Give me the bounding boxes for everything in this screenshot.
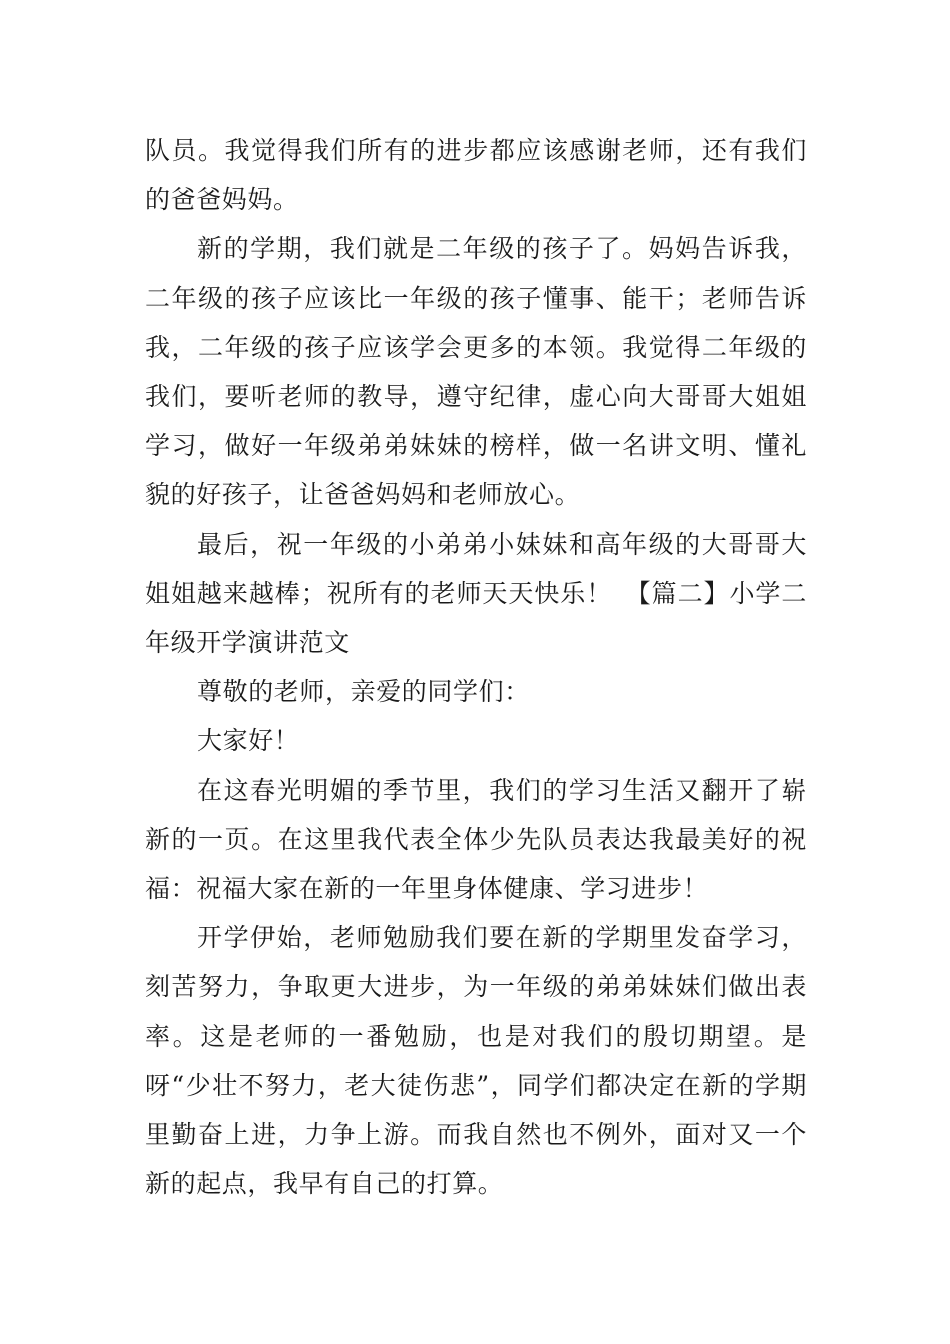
paragraph-salutation: 尊敬的老师，亲爱的同学们： [197,677,530,707]
paragraph-greeting: 大家好！ [197,726,300,756]
paragraph-new-semester: 新的学期，我们就是二年级的孩子了。妈妈告诉我，二年级的孩子应该比一年级的孩子懂事、能干；老师告诉我，二年级的孩子应该学会更多的本领。我觉得二年级的我们，要听老师的教导，遵守纪律，虚心向大哥哥大姐姐学习，做好一年级弟弟妹妹的榜样，做一名讲文明、懂礼貌的好孩子，让爸爸妈妈和老师放心。 [145,234,807,510]
paragraph-spring-blessing: 在这春光明媚的季节里，我们的学习生活又翻开了崭新的一页。在这里我代表全体少先队员表达我最美好的祝福：祝福大家在新的一年里身体健康、学习进步！ [145,775,807,904]
paragraph-continuation: 队员。我觉得我们所有的进步都应该感谢老师，还有我们的爸爸妈妈。 [145,136,807,215]
paragraph-semester-plan: 开学伊始，老师勉励我们要在新的学期里发奋学习，刻苦努力，争取更大进步，为一年级的弟弟妹妹们做出表率。这是老师的一番勉励，也是对我们的殷切期望。是呀“少壮不努力，老大徒伤悲”，同学们都决定在新的学期里勤奋上进，力争上游。而我自然也不例外，面对又一个新的起点，我早有自己的打算。 [145,923,807,1199]
document-page [145,126,807,1208]
paragraph-closing-wishes: 最后，祝一年级的小弟弟小妹妹和高年级的大哥哥大姐姐越来越棒；祝所有的老师天天快乐！ 【篇二】小学二年级开学演讲范文 [145,529,807,658]
